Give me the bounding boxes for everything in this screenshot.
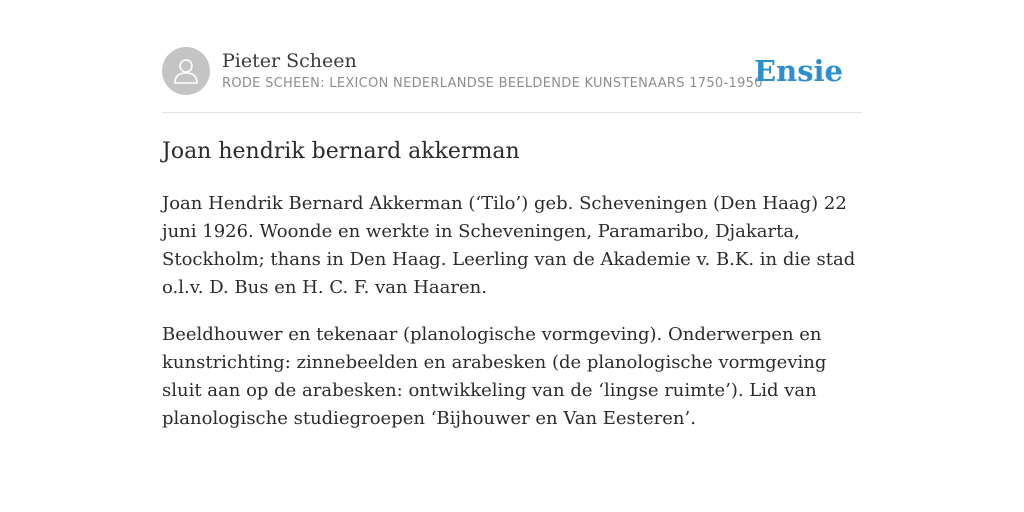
- user-icon: [173, 57, 199, 85]
- author-name[interactable]: Pieter Scheen: [222, 50, 357, 72]
- entry-card: [162, 46, 862, 433]
- entry-header: [162, 46, 862, 113]
- source-title[interactable]: RODE SCHEEN: LEXICON NEDERLANDSE BEELDENDE KUNSTENAARS 1750-1950: [222, 76, 763, 91]
- page-title: Joan hendrik bernard akkerman: [162, 139, 520, 164]
- brand-logo[interactable]: Ensie: [754, 53, 843, 88]
- body-paragraph: Joan Hendrik Bernard Akkerman (‘Tilo’) geb. Scheveningen (Den Haag) 22 juni 1926. Woonde en werkte in Scheveningen, Paramaribo, Djakarta, Stockholm; thans in Den Haag. Leerling van de Akademie v. B.K. in die stad o.l.v. D. Bus en H. C. F. van Haaren.: [162, 193, 856, 298]
- body-paragraph: Beeldhouwer en tekenaar (planologische vormgeving). Onderwerpen en kunstrichting: zinnebeelden en arabesken (de planologische vormgeving sluit aan op de arabesken: ontwikkeling van de ‘lingse ruimte’). Lid van planologische studiegroepen ‘Bijhouwer en Van Eesteren’.: [162, 324, 827, 429]
- avatar[interactable]: [162, 47, 210, 95]
- author-block: [222, 49, 763, 93]
